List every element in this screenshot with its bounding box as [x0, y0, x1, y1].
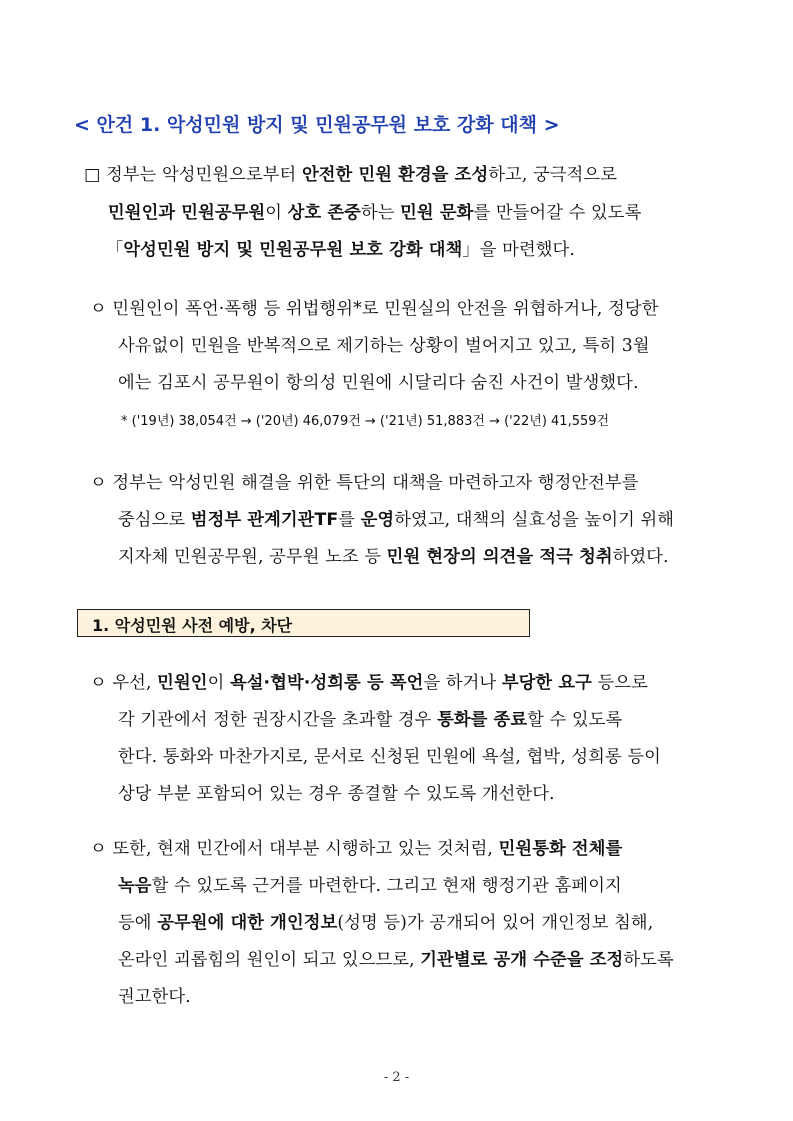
- bullet2-text: 지자체 민원공무원, 공무원 노조 등: [118, 547, 387, 567]
- bullet4-text: ㅇ 또한, 현재 민간에서 대부분 시행하고 있는 것처럼,: [90, 839, 499, 859]
- intro-text: 」을 마련했다.: [462, 240, 575, 260]
- bullet2-line-3: [118, 542, 669, 567]
- bullet4-bold-text: 공무원에 대한 개인정보: [157, 913, 338, 933]
- intro-text: □ 정부는 악성민원으로부터: [84, 165, 302, 185]
- intro-text: 하는: [360, 203, 401, 223]
- bullet3-line-3: 한다. 통화와 마찬가지로, 문서로 신청된 민원에 욕설, 협박, 성희롱 등이: [118, 747, 661, 767]
- bullet4-text: 하도록: [623, 950, 674, 970]
- bullet2-bold-text: 민원 현장의 의견을 적극 청취: [386, 547, 613, 567]
- bullet3-line-2: [118, 705, 622, 730]
- bullet2-text: 를: [338, 510, 361, 530]
- bullet2-bold-text: 범정부 관계기관TF: [190, 510, 339, 530]
- page-number: - 2 -: [383, 1070, 410, 1085]
- bullet3-text: 각 기관에서 정한 권장시간을 초과할 경우: [118, 710, 438, 730]
- bullet4-text: 할 수 있도록 근거를 마련한다. 그리고 현재 행정기관 홈페이지: [151, 876, 622, 896]
- bullet1-line-1: ㅇ 민원인이 폭언·폭행 등 위법행위*로 민원실의 안전을 위협하거나, 정당한: [90, 299, 659, 319]
- intro-text: 하고, 궁극적으로: [488, 165, 617, 185]
- intro-line-2: [108, 198, 641, 223]
- bullet4-bold-text: 민원통화 전체를: [498, 839, 623, 859]
- bullet4-bold-text: 녹음: [118, 876, 152, 896]
- bullet4-text: 온라인 괴롭힘의 원인이 되고 있으므로,: [118, 950, 421, 970]
- bullet3-bold-text: 민원인: [157, 673, 208, 693]
- intro-text: 를 만들어갈 수 있도록: [473, 203, 642, 223]
- intro-text: 이: [265, 203, 288, 223]
- bullet2-bold-text: 운영: [360, 510, 395, 530]
- intro-bold-text: 민원인과 민원공무원: [108, 203, 266, 223]
- bullet4-line-3: [118, 908, 653, 933]
- bullet2-line-1: ㅇ 정부는 악성민원 해결을 위한 특단의 대책을 마련하고자 행정안전부를: [90, 473, 639, 493]
- bullet3-text: ㅇ 우선,: [90, 673, 158, 693]
- bullet4-line-2: [118, 871, 622, 896]
- bullet1-line-2: 사유없이 민원을 반복적으로 제기하는 상황이 벌어지고 있고, 특히 3월: [118, 336, 650, 356]
- section-heading-box: [77, 609, 530, 637]
- bullet2-text: 중심으로: [118, 510, 191, 530]
- intro-bold-text: 상호 존중: [287, 203, 361, 223]
- intro-bold-text: 민원 문화: [400, 203, 474, 223]
- bullet4-line-4: [118, 945, 674, 970]
- footnote-statistics: * ('19년) 38,054건 → ('20년) 46,079건 → ('21년) 51,883건 → ('22년) 41,559건: [121, 414, 610, 429]
- section-heading: 1. 악성민원 사전 예방, 차단: [92, 616, 293, 635]
- bullet2-text: 하였고, 대책의 실효성을 높이기 위해: [394, 510, 675, 530]
- intro-line-3: [106, 235, 575, 260]
- bullet3-bold-text: 욕설·협박·성희롱 등 폭언: [229, 673, 424, 693]
- bullet3-text: 등으로: [591, 673, 648, 693]
- bullet3-text: 이: [207, 673, 230, 693]
- bullet3-bold-text: 부당한 요구: [501, 673, 592, 693]
- bullet1-line-3: 에는 김포시 공무원이 항의성 민원에 시달리다 숨진 사건이 발생했다.: [118, 373, 639, 393]
- bullet3-text: 을 하거나: [423, 673, 502, 693]
- document-title: < 안건 1. 악성민원 방지 및 민원공무원 보호 강화 대책 >: [74, 114, 560, 136]
- bullet2-line-2: [118, 505, 674, 530]
- bullet4-line-1: [90, 834, 622, 859]
- bullet4-text: 등에: [118, 913, 158, 933]
- intro-bold-text: 악성민원 방지 및 민원공무원 보호 강화 대책: [123, 240, 463, 260]
- intro-text: 「: [106, 240, 124, 260]
- bullet3-line-4: 상당 부분 포함되어 있는 경우 종결할 수 있도록 개선한다.: [118, 784, 555, 804]
- intro-line-1: [84, 160, 617, 185]
- intro-bold-text: 안전한 민원 환경을 조성: [301, 165, 489, 185]
- bullet3-text: 할 수 있도록: [527, 710, 623, 730]
- bullet4-text: (성명 등)가 공개되어 있어 개인정보 침해,: [337, 913, 654, 933]
- bullet2-text: 하였다.: [612, 547, 669, 567]
- bullet4-bold-text: 기관별로 공개 수준을 조정: [420, 950, 624, 970]
- bullet3-bold-text: 통화를 종료: [437, 710, 528, 730]
- bullet4-line-5: 권고한다.: [118, 987, 191, 1007]
- bullet3-line-1: [90, 668, 648, 693]
